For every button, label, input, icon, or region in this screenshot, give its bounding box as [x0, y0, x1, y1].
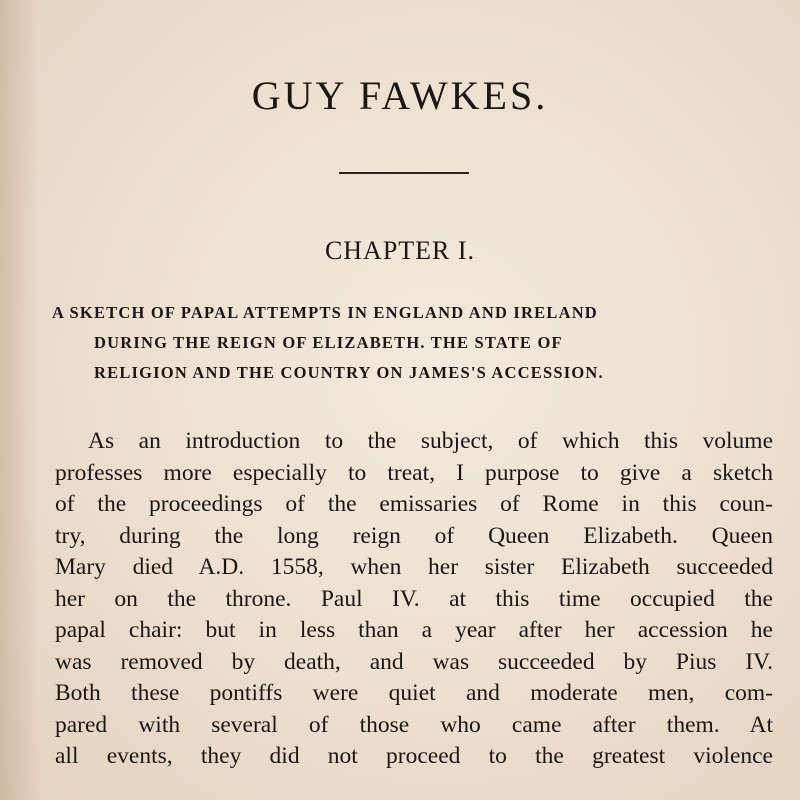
- body-line: pared with several of those who came after them. At: [55, 711, 773, 738]
- body-line: was removed by death, and was succeeded by Pius IV.: [55, 648, 773, 675]
- summary-line: A SKETCH OF PAPAL ATTEMPTS IN ENGLAND AND IRELAND: [52, 303, 598, 322]
- body-line: her on the throne. Paul IV. at this time occupied the: [55, 585, 773, 612]
- body-line: professes more especially to treat, I purpose to give a sketch: [55, 459, 773, 486]
- title-rule: [339, 172, 469, 174]
- chapter-heading: CHAPTER I.: [324, 236, 476, 265]
- body-line: all events, they did not proceed to the greatest violence: [55, 743, 773, 769]
- page-edge-shadow: [0, 0, 40, 800]
- chapter-summary: [52, 298, 768, 388]
- summary-line: DURING THE REIGN OF ELIZABETH. THE STATE OF: [94, 333, 563, 352]
- body-line: of the proceedings of the emissaries of Rome in this coun-: [55, 491, 773, 517]
- body-line: papal chair: but in less than a year after her accession he: [55, 617, 773, 643]
- body-line: Mary died A.D. 1558, when her sister Elizabeth succeeded: [55, 554, 773, 580]
- book-title: GUY FAWKES.: [251, 73, 549, 118]
- summary-line: RELIGION AND THE COUNTRY ON JAMES'S ACCESSION.: [94, 363, 604, 382]
- body-line: try, during the long reign of Queen Elizabeth. Queen: [55, 522, 773, 549]
- body-line: Both these pontiffs were quiet and moderate men, com-: [55, 680, 773, 706]
- body-line: As an introduction to the subject, of which this volume: [88, 428, 773, 454]
- body-text: [55, 426, 773, 773]
